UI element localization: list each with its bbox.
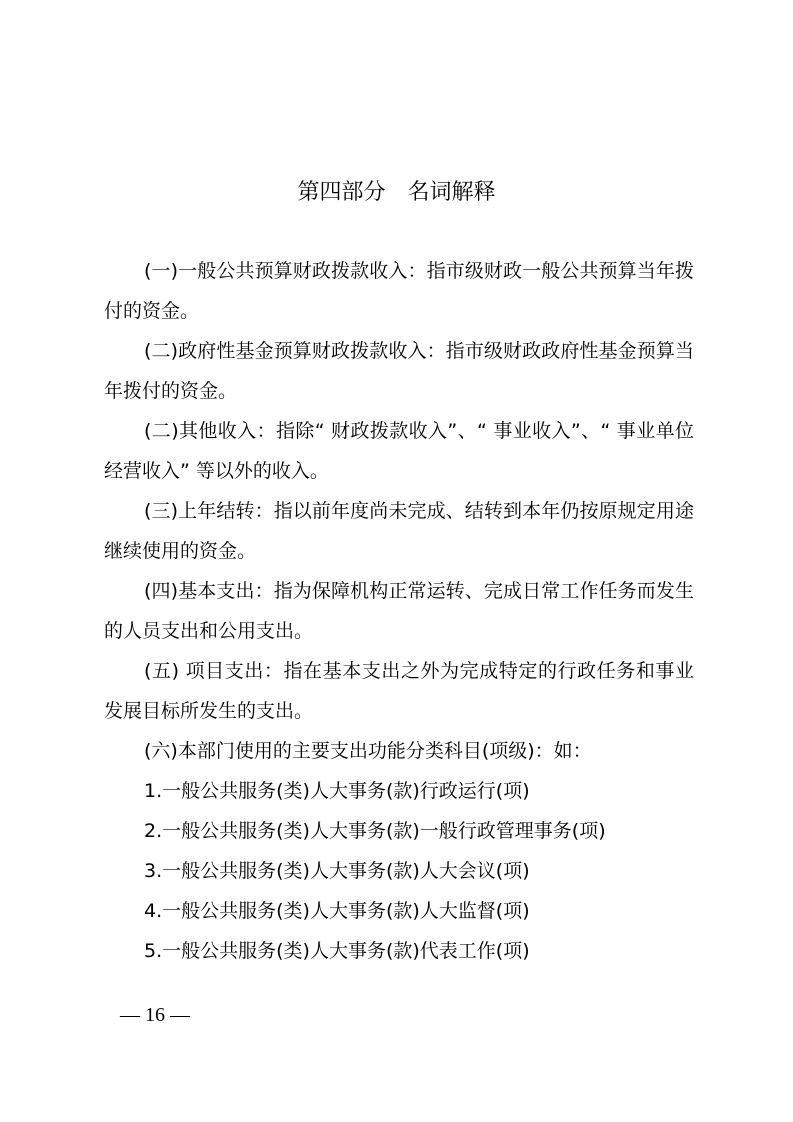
- paragraph-project-expenditure: (五) 项目支出：指在基本支出之外为完成特定的行政任务和事业发展目标所发生的支出。: [104, 660, 694, 722]
- paragraph-government-fund-income: (二)政府性基金预算财政拨款收入：指市级财政政府性基金预算当年拨付的资金。: [104, 340, 694, 402]
- page-number: — 16 —: [120, 1004, 190, 1026]
- list-item: 3.一般公共服务(类)人大事务(款)人大会议(项): [144, 860, 530, 882]
- paragraph-other-income: (二)其他收入：指除“ 财政拨款收入”、“ 事业收入”、“ 事业单位经营收入” 等以外的收入。: [104, 420, 694, 482]
- paragraph-function-classification: (六)本部门使用的主要支出功能分类科目(项级)：如：: [144, 740, 592, 762]
- paragraph-carryover: (三)上年结转：指以前年度尚未完成、结转到本年仍按原规定用途继续使用的资金。: [104, 500, 694, 562]
- list-item: 2.一般公共服务(类)人大事务(款)一般行政管理事务(项): [144, 820, 606, 842]
- list-item: 1.一般公共服务(类)人大事务(款)行政运行(项): [144, 780, 530, 802]
- document-body: [104, 251, 694, 971]
- list-item: 5.一般公共服务(类)人大事务(款)代表工作(项): [144, 940, 530, 962]
- paragraph-basic-expenditure: (四)基本支出：指为保障机构正常运转、完成日常工作任务而发生的人员支出和公用支出。: [104, 580, 694, 642]
- page-title: 第四部分 名词解释: [297, 180, 496, 205]
- list-item: 4.一般公共服务(类)人大事务(款)人大监督(项): [144, 900, 530, 922]
- paragraph-general-budget-income: (一)一般公共预算财政拨款收入：指市级财政一般公共预算当年拨付的资金。: [104, 260, 694, 322]
